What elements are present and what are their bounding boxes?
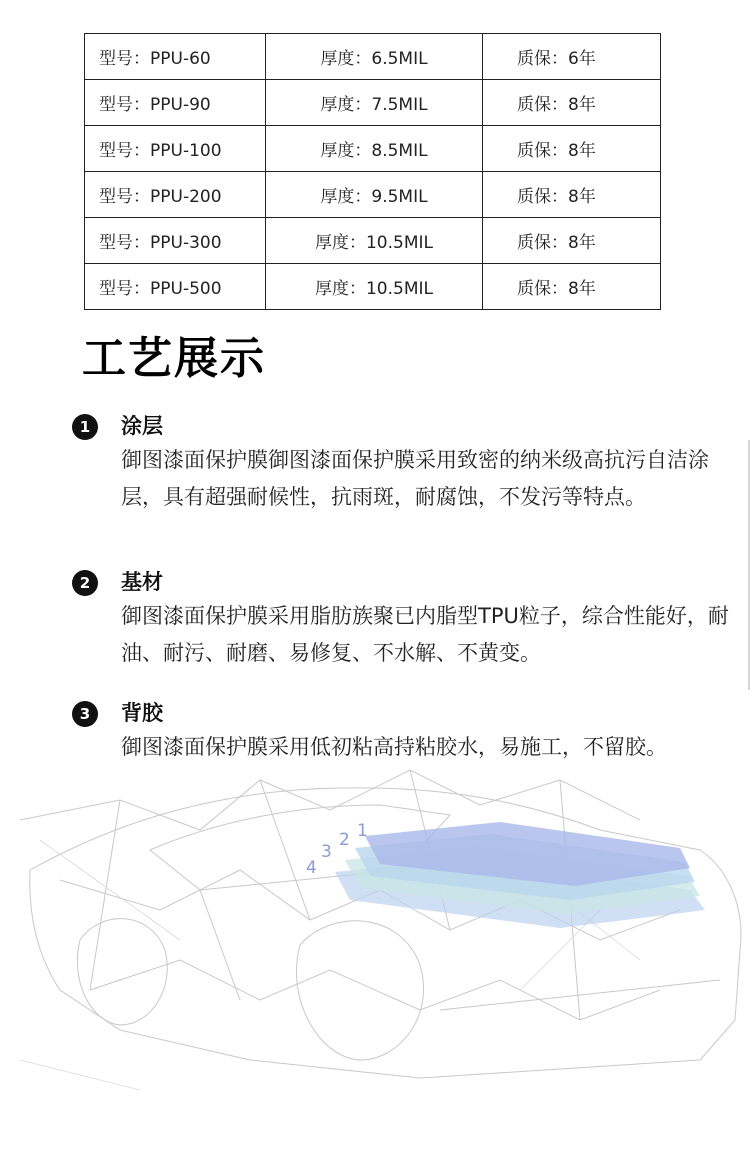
thickness-cell: 厚度：8.5MIL [266,126,483,172]
warranty-cell: 质保：8年 [483,126,661,172]
feature-description: 御图漆面保护膜采用低初粘高持粘胶水，易施工，不留胶。 [121,735,667,759]
section-title: 工艺展示 [82,333,266,384]
table-row [85,172,661,218]
thickness-cell: 厚度：10.5MIL [266,218,483,264]
feature-description: 御图漆面保护膜采用脂肪族聚已内脂型TPU粒子，综合性能好，耐油、耐污、耐磨、易修复、不水解、不黄变。 [121,604,729,665]
number-badge: 1 [72,414,98,440]
number-badge: 2 [72,570,98,596]
table-row [85,264,661,310]
car-wireframe-image [0,760,750,1158]
car-film-illustration [0,760,750,1158]
warranty-cell: 质保：8年 [483,264,661,310]
table-row [85,218,661,264]
feature-title: 涂层 [121,414,163,438]
feature-title: 基材 [121,570,163,594]
layer-label: 1 [357,821,368,841]
number-badge: 3 [72,701,98,727]
thickness-cell: 厚度：7.5MIL [266,80,483,126]
model-cell: 型号：PPU-100 [85,126,266,172]
model-cell: 型号：PPU-300 [85,218,266,264]
warranty-cell: 质保：8年 [483,80,661,126]
table-row [85,80,661,126]
thickness-cell: 厚度：6.5MIL [266,34,483,80]
layer-label: 3 [321,842,332,862]
table-row [85,126,661,172]
table-row [85,34,661,80]
warranty-cell: 质保：8年 [483,218,661,264]
feature-description: 御图漆面保护膜御图漆面保护膜采用致密的纳米级高抗污自洁涂层，具有超强耐候性，抗雨斑，耐腐蚀，不发污等特点。 [121,448,709,509]
model-cell: 型号：PPU-500 [85,264,266,310]
thickness-cell: 厚度：10.5MIL [266,264,483,310]
model-cell: 型号：PPU-200 [85,172,266,218]
warranty-cell: 质保：8年 [483,172,661,218]
layer-label: 4 [306,858,317,878]
model-cell: 型号：PPU-90 [85,80,266,126]
feature-title: 背胶 [121,701,163,725]
model-cell: 型号：PPU-60 [85,34,266,80]
spec-table [84,33,661,310]
thickness-cell: 厚度：9.5MIL [266,172,483,218]
layer-label: 2 [339,830,350,850]
warranty-cell: 质保：6年 [483,34,661,80]
